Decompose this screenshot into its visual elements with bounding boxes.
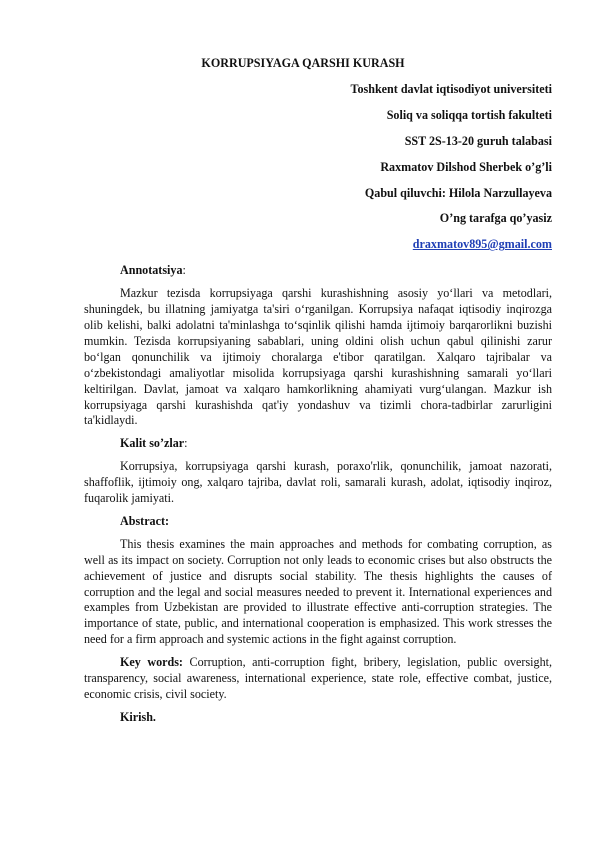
keywords-en-paragraph xyxy=(84,655,552,703)
university-name: Toshkent davlat iqtisodiyot universiteti xyxy=(350,81,552,96)
introduction-heading: Kirish. xyxy=(120,709,156,724)
keywords-uz-text: Korrupsiya, korrupsiyaga qarshi kurash, poraxo'rlik, qonunchilik, jamoat nazorati, shaffoflik, ijtimoiy ong, xalqaro tajriba, davlat roli, samarali kurash, adolat, iqtisodiy inqiroz, fuqarolik jamiyati. xyxy=(84,459,552,506)
annotation-label: Annotatsiya xyxy=(120,263,183,278)
keywords-en-text: Corruption, anti-corruption fight, bribery, legislation, public oversight, transparency, social awareness, international experience, state role, effective combat, justice, economic crisis, civil society. xyxy=(84,655,552,701)
keywords-en-label: Key words: xyxy=(120,655,183,670)
supervisor-name: Qabul qiluvchi: Hilola Narzullayeva xyxy=(364,185,552,200)
keywords-uz-heading xyxy=(84,436,552,452)
annotation-text: Mazkur tezisda korrupsiyaga qarshi kurashishning asosiy yo‘llari va metodlari, shuningdek, bu illatning jamiyatga ta'siri o‘rganilgan. Korrupsiya nafaqat iqtisodiy inqirozga olib kelishi, balki adolatni ta'minlashga to‘sqinlik qilishi hamda ijtimoiy barqarorlikni buzishi mumkin. Tezisda korrupsiyaning sabablari, uning oldini olish uchun qabul qilinishi zarur bo‘lgan qonunchilik va ijtimoiy choralarga e'tibor qaratilgan. Xalqaro tajribalar va o‘zbekistondagi amaliyotlar misolida korrupsiyaga qarshi kurashishning samarali yo‘llari keltirilgan. Davlat, jamoat va xalqaro hamkorlikning ahamiyati vurg‘ulangan. Mazkur ish korrupsiyaga qarshi kurashishda qat'iy yondashuv va tizimli chora-tadbirlar zarurligini ta'kidlaydi. xyxy=(84,286,552,428)
faculty-name: Soliq va soliqqa tortish fakulteti xyxy=(386,107,552,122)
keywords-uz-label: Kalit so’zlar xyxy=(120,436,185,451)
annotation-heading xyxy=(84,263,552,279)
paper-title: KORRUPSIYAGA QARSHI KURASH xyxy=(201,56,405,70)
abstract-heading: Abstract: xyxy=(120,513,170,528)
author-email-line xyxy=(84,237,552,253)
abstract-text: This thesis examines the main approaches and methods for combating corruption, as well as its impact on society. Corruption not only leads to economic crises but also obstructs the achievement of justice and disrupts social stability. The thesis highlights the causes of corruption and the legal and social measures needed to prevent it. International experiences and examples from Uzbekistan are provided to illustrate effective anti-corruption strategies. The importance of state, public, and international cooperation is emphasized. This work stresses the need for a firm approach and systemic actions in the fight against corruption. xyxy=(84,536,552,647)
student-group: SST 2S-13-20 guruh talabasi xyxy=(404,133,552,148)
annotation-colon: : xyxy=(182,263,186,278)
author-name: Raxmatov Dilshod Sherbek o’g’li xyxy=(380,159,552,174)
keywords-uz-colon: : xyxy=(184,436,188,451)
alignment-note: O’ng tarafga qo’yasiz xyxy=(439,211,552,226)
author-email-link[interactable]: draxmatov895@gmail.com xyxy=(412,237,552,252)
